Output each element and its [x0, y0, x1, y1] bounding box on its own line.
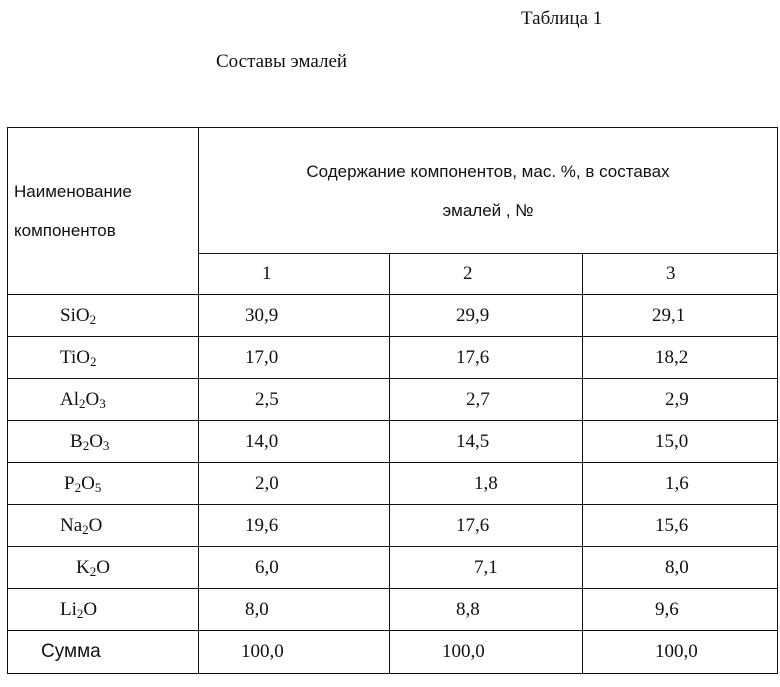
- component-formula: [8, 295, 199, 337]
- content-header: [199, 128, 778, 254]
- component-value: 17,6: [390, 337, 583, 379]
- formula-subscript: 2: [82, 521, 89, 537]
- formula-element: Li: [60, 598, 77, 620]
- column-number: 1: [199, 254, 390, 295]
- component-value: 15,6: [583, 505, 778, 547]
- formula-element: O: [85, 388, 100, 410]
- component-value: 18,2: [583, 337, 778, 379]
- formula-subscript: 5: [94, 479, 102, 495]
- component-value: 6,0: [199, 547, 390, 589]
- formula-element: Al: [60, 388, 79, 410]
- formula-element: P: [64, 472, 75, 494]
- composition-table: [7, 127, 778, 674]
- table-caption: Составы эмалей: [216, 51, 348, 72]
- component-value: 14,5: [390, 421, 583, 463]
- sum-value: 100,0: [199, 631, 390, 674]
- content-header-line1: Содержание компонентов, мас. %, в составах: [306, 161, 670, 181]
- sum-value: 100,0: [390, 631, 583, 674]
- component-value: 19,6: [199, 505, 390, 547]
- sum-value: 100,0: [583, 631, 778, 674]
- table-row: [8, 547, 778, 589]
- column-number: 2: [390, 254, 583, 295]
- component-value: 7,1: [390, 547, 583, 589]
- component-value: 2,9: [583, 379, 778, 421]
- table-row: [8, 463, 778, 505]
- component-value: 29,1: [583, 295, 778, 337]
- component-value: 8,0: [199, 589, 390, 631]
- column-number: 3: [583, 254, 778, 295]
- component-value: 8,0: [583, 547, 778, 589]
- formula-subscript: 2: [82, 437, 90, 453]
- table-row: [8, 295, 778, 337]
- component-formula: [8, 547, 199, 589]
- table-number: Таблица 1: [521, 8, 603, 29]
- component-value: 14,0: [199, 421, 390, 463]
- formula-element: Si: [60, 304, 76, 326]
- formula-element: O: [81, 472, 95, 494]
- sum-row: [8, 631, 778, 674]
- table-row: [8, 505, 778, 547]
- component-value: 2,7: [390, 379, 583, 421]
- formula-element: K: [76, 556, 90, 578]
- formula-element: O: [89, 430, 103, 452]
- component-value: 9,6: [583, 589, 778, 631]
- component-formula: [8, 379, 199, 421]
- component-value: 1,8: [390, 463, 583, 505]
- component-formula: [8, 421, 199, 463]
- formula-element: Na: [60, 514, 83, 536]
- component-name-header-line2: компонентов: [14, 221, 116, 240]
- component-formula: [8, 463, 199, 505]
- component-name-header-line1: Наименование: [14, 182, 132, 201]
- sum-label: Сумма: [8, 631, 199, 674]
- component-formula: [8, 505, 199, 547]
- content-header-line2: эмалей , №: [442, 200, 534, 220]
- table-row: [8, 379, 778, 421]
- component-value: 30,9: [199, 295, 390, 337]
- component-value: 17,6: [390, 505, 583, 547]
- table-row: [8, 421, 778, 463]
- formula-subscript: 2: [89, 563, 97, 579]
- component-value: 2,0: [199, 463, 390, 505]
- table-row: [8, 589, 778, 631]
- formula-subscript: 3: [99, 395, 106, 411]
- component-name-header: [8, 128, 199, 295]
- formula-subscript: 2: [89, 311, 97, 327]
- formula-element: O: [83, 598, 98, 620]
- component-formula: [8, 337, 199, 379]
- formula-element: O: [88, 514, 103, 536]
- component-value: 2,5: [199, 379, 390, 421]
- formula-element: O: [75, 304, 90, 326]
- formula-subscript: 3: [102, 437, 110, 453]
- formula-element: O: [76, 346, 90, 368]
- table-header-row: [8, 128, 778, 254]
- formula-element: O: [96, 556, 110, 578]
- component-value: 17,0: [199, 337, 390, 379]
- component-formula: [8, 589, 199, 631]
- formula-subscript: 2: [74, 479, 82, 495]
- table-row: [8, 337, 778, 379]
- component-value: 15,0: [583, 421, 778, 463]
- formula-subscript: 2: [76, 605, 84, 621]
- formula-element: B: [70, 430, 83, 452]
- formula-subscript: 2: [89, 353, 97, 369]
- formula-element: Ti: [60, 346, 77, 368]
- component-value: 1,6: [583, 463, 778, 505]
- component-value: 29,9: [390, 295, 583, 337]
- component-value: 8,8: [390, 589, 583, 631]
- formula-subscript: 2: [79, 395, 86, 411]
